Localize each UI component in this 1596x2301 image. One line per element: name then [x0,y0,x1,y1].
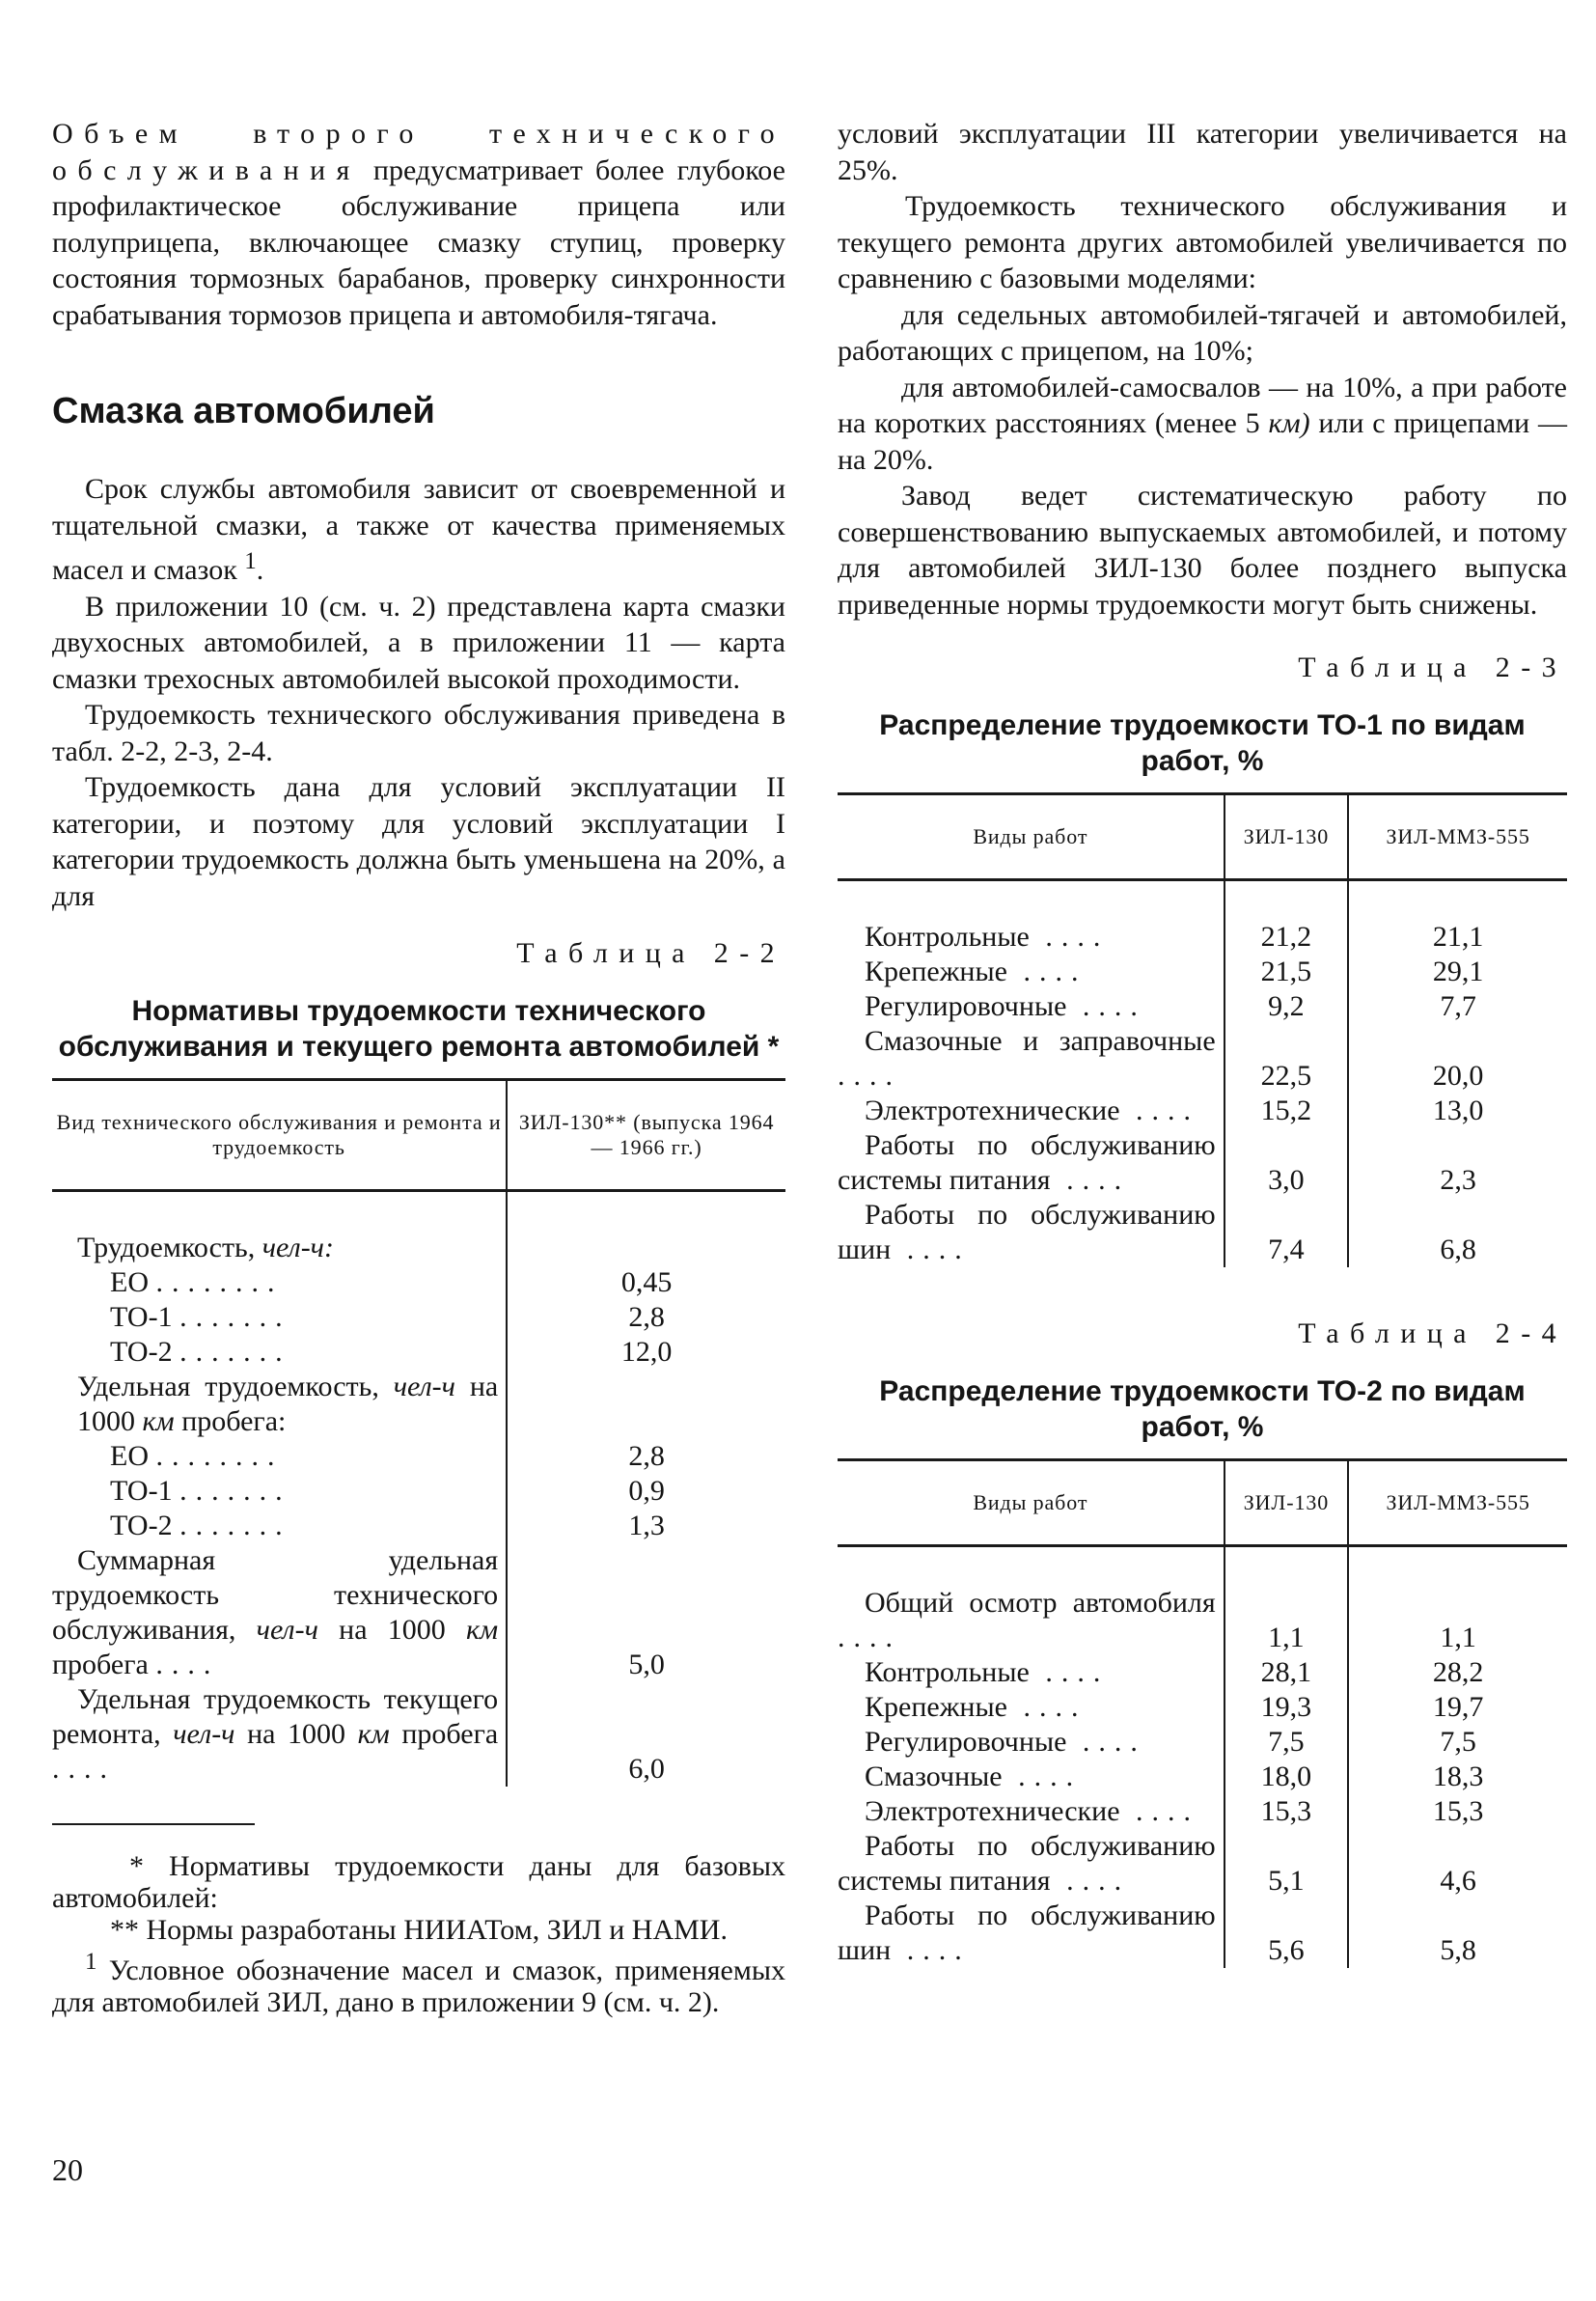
cell-value: 1,3 [507,1509,785,1543]
paragraph-text: предусматривает более глубокое профилактическое обслуживание прицепа или полуприцепа, включающее смазку ступиц, проверку состояния тормозных барабанов, проверку синхронности срабатывания тормозов прицепа и автомобиля-тягача. [52,153,785,331]
footnote-3: $^1$ Условное обозначение масел и смазок, применяемых для автомобилей ЗИЛ, дано в приложении 9 (см. ч. 2). [52,1949,785,2018]
row-label: Крепежные .... [865,1691,1087,1723]
row-label: Регулировочные .... [865,990,1146,1022]
paragraph-dump-trucks: для автомобилей-самосвалов — на 10%, а при работе на коротких расстояниях (менее 5 км) или с прицепами — на 20%. [838,371,1568,476]
cell-value: 21,5 [1225,955,1349,989]
table-row [838,1690,1567,1725]
row-label: Регулировочные .... [865,1726,1146,1758]
paragraph-categories: Трудоемкость дана для условий эксплуатации II категории, и поэтому для условий эксплуатации I категории трудоемкость должна быть уменьшена на 20%, а для [52,771,785,912]
left-column [52,116,785,2018]
cell-value: 29,1 [1348,955,1567,989]
cell-value: 0,9 [507,1474,785,1509]
row-label: Работы по обслуживанию системы питания .... [838,1129,1216,1196]
column-header: Виды работ [838,1460,1225,1546]
row-label: Работы по обслуживанию шин .... [838,1199,1216,1265]
cell-value: 4,6 [1348,1829,1567,1899]
row-label: Контрольные .... [865,1656,1110,1688]
table-label: Таблица 2-4 [1298,1317,1567,1349]
cell-value: 1,1 [1225,1586,1349,1655]
table-row: Удельная трудоемкость текущего ремонта, чел-ч на 1000 км пробега .... 6,0 [52,1682,785,1787]
cell-value: 5,0 [507,1543,785,1682]
table-title: Распределение трудоемкости ТО-1 по видам работ, % [879,709,1526,777]
cell-value: 0,45 [507,1265,785,1300]
paragraph-tables-ref: Трудоемкость технического обслуживания приведена в табл. 2-2, 2-3, 2-4. [52,699,785,767]
table-title: Нормативы трудоемкости технического обслуживания и текущего ремонта автомобилей * [58,995,780,1063]
cell-value: 28,2 [1348,1655,1567,1690]
cell-value: 6,8 [1348,1198,1567,1267]
table-row [838,1829,1567,1899]
cell-value: 7,4 [1225,1198,1349,1267]
footnote-1: * Нормативы трудоемкости даны для базовых автомобилей: [52,1850,785,1914]
cell-value: 20,0 [1348,1024,1567,1094]
table-row [838,955,1567,989]
cell-value: 7,5 [1348,1725,1567,1760]
table-row: ЕО ........ 2,8 [52,1439,785,1474]
column-header: ЗИЛ-ММЗ-555 [1348,794,1567,880]
cell-value: 19,3 [1225,1690,1349,1725]
cell-value: 5,1 [1225,1829,1349,1899]
cell-value: 28,1 [1225,1655,1349,1690]
row-label: Крепежные .... [865,956,1087,987]
table-row [838,1725,1567,1760]
table-row: Удельная трудоемкость, чел-ч на 1000 км пробега: [52,1370,785,1439]
cell-value: 21,2 [1225,920,1349,955]
paragraph-appendix: В приложении 10 (см. ч. 2) представлена карта смазки двухосных автомобилей, а в приложении 11 — карта смазки трехосных автомобилей высокой проходимости. [52,590,785,695]
cell-value: 21,1 [1348,920,1567,955]
table-row [838,1655,1567,1690]
table-row [838,1094,1567,1128]
cell-value: 2,8 [507,1300,785,1335]
column-header: ЗИЛ-ММЗ-555 [1348,1460,1567,1546]
paragraph-other-vehicles: Трудоемкость технического обслуживания и текущего ремонта других автомобилей увеличивается по сравнению с базовыми моделями: [838,190,1567,294]
footnote-ref: 1 [244,548,257,574]
cell-value: 5,8 [1348,1899,1567,1968]
row-label: Смазочные и заправочные .... [838,1025,1216,1092]
table-title: Распределение трудоемкости ТО-2 по видам работ, % [879,1375,1526,1443]
paragraph-service-life: Срок службы автомобиля зависит от своевременной и тщательной смазки, а также от качества применяемых масел и смазок $^1$. [52,473,785,586]
column-header: Вид технического обслуживания и ремонта и трудоемкость [52,1080,507,1191]
cell-value: 15,2 [1225,1094,1349,1128]
paragraph-text: Срок службы автомобиля зависит от своевременной и тщательной смазки, а также от качества применяемых масел и смазок [52,473,785,586]
column-header: Виды работ [838,794,1225,880]
cell-value: 7,7 [1348,989,1567,1024]
right-column [838,116,1567,1968]
table-label: Таблица 2-3 [1298,651,1567,683]
table-2-3 [838,792,1567,1267]
row-label: Электротехнические .... [865,1095,1200,1126]
table-row: ТО-2 ....... 1,3 [52,1509,785,1543]
cell-value: 2,3 [1348,1128,1567,1198]
row-label: Контрольные .... [865,921,1110,953]
row-label: Смазочные .... [865,1760,1083,1792]
column-header: ЗИЛ-130 [1225,794,1349,880]
table-row: Трудоемкость, чел-ч: [52,1231,785,1265]
column-header: ЗИЛ-130 [1225,1460,1349,1546]
table-row [838,1794,1567,1829]
paragraph-tractors: для седельных автомобилей-тягачей и автомобилей, работающих с прицепом, на 10%; [838,298,1567,367]
table-row: ТО-1 ....... 2,8 [52,1300,785,1335]
cell-value: 7,5 [1225,1725,1349,1760]
table-row [838,1899,1567,1968]
cell-value: 1,1 [1348,1586,1567,1655]
footnote-divider [52,1823,255,1825]
cell-value: 12,0 [507,1335,785,1370]
cell-value: 18,3 [1348,1760,1567,1794]
table-row [838,1760,1567,1794]
page-number: 20 [52,2152,83,2187]
row-label: Работы по обслуживанию системы питания .... [838,1830,1216,1897]
cell-value: 19,7 [1348,1690,1567,1725]
footnotes [52,1850,785,2018]
cell-value: 18,0 [1225,1760,1349,1794]
table-row [838,1024,1567,1094]
paragraph-category-3: условий эксплуатации III категории увеличивается на 25%. [838,118,1567,186]
cell-value: 9,2 [1225,989,1349,1024]
table-label: Таблица 2-2 [516,937,785,969]
paragraph-to2-scope [52,116,785,333]
table-row [838,1586,1567,1655]
cell-value: 6,0 [507,1682,785,1787]
cell-value: 22,5 [1225,1024,1349,1094]
table-2-4 [838,1458,1567,1968]
table-row: ТО-1 ....... 0,9 [52,1474,785,1509]
table-body [838,880,1567,1268]
paragraph-factory: Завод ведет систематическую работу по совершенствованию выпускаемых автомобилей, и потому для автомобилей ЗИЛ-130 более позднего выпуска приведенные нормы трудоемкости могут быть снижены. [838,480,1567,621]
cell-value: 5,6 [1225,1899,1349,1968]
table-row [838,989,1567,1024]
table-row: Суммарная удельная трудоемкость технического обслуживания, чел-ч на 1000 км пробега .... 5,0 [52,1543,785,1682]
row-label: Общий осмотр автомобиля .... [838,1587,1216,1653]
row-label: Электротехнические .... [865,1795,1200,1827]
table-row [838,920,1567,955]
column-header: ЗИЛ-130** (выпуска 1964— 1966 гг.) [507,1080,785,1191]
row-label: Работы по обслуживанию шин .... [838,1899,1216,1966]
footnote-2: ** Нормы разработаны НИИАТом, ЗИЛ и НАМИ. [110,1914,728,1946]
section-heading: Смазка автомобилей [52,391,435,431]
table-row [838,1198,1567,1267]
cell-value: 2,8 [507,1439,785,1474]
table-row: ТО-2 ....... 12,0 [52,1335,785,1370]
table-body [838,1546,1567,1969]
cell-value: 13,0 [1348,1094,1567,1128]
footnote-mark: 1 [85,1949,97,1975]
table-row: ЕО ........ 0,45 [52,1265,785,1300]
cell-value: 15,3 [1225,1794,1349,1829]
spaced-term: Объем второго технического обслуживания [52,118,785,186]
cell-value: 15,3 [1348,1794,1567,1829]
cell-value: 3,0 [1225,1128,1349,1198]
table-row [838,1128,1567,1198]
table-2-2 [52,1078,785,1787]
